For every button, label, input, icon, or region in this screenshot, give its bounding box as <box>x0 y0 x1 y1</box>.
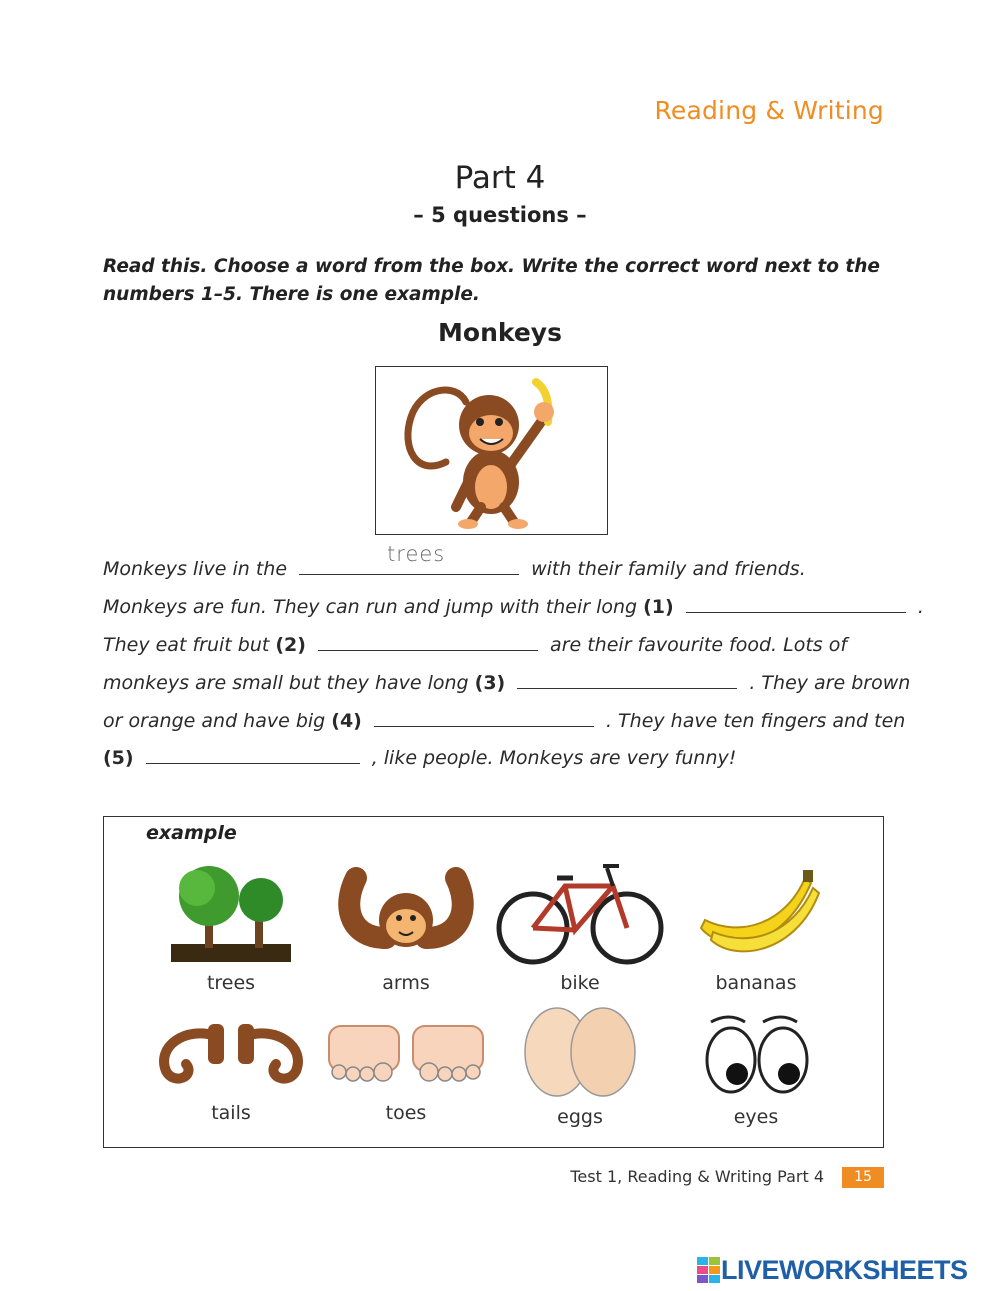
brand-logo <box>697 1255 968 1285</box>
footer-text: Test 1, Reading & Writing Part 4 <box>570 1167 824 1186</box>
question-number: (5) <box>103 747 134 769</box>
word-card-trees <box>146 858 316 994</box>
story-text: Monkeys are fun. They can run and jump with their long <box>103 596 638 618</box>
word-card-bike <box>495 858 665 994</box>
answer-blank-5[interactable] <box>146 745 360 764</box>
question-number: (3) <box>474 672 506 694</box>
answer-blank-1[interactable] <box>686 594 906 613</box>
section-header: Reading & Writing <box>654 96 884 125</box>
story-line-4 <box>103 708 906 738</box>
word-card-eggs <box>495 1000 665 1128</box>
trees-icon <box>169 858 293 966</box>
arms-icon <box>331 858 481 966</box>
eyes-icon <box>701 1010 811 1100</box>
question-number: (2) <box>275 634 306 656</box>
story-text: , like people. Monkeys are very funny! <box>371 747 737 769</box>
story-text: . They have ten fingers and ten <box>605 710 906 732</box>
word-card-toes <box>321 1016 491 1124</box>
part-subtitle: – 5 questions – <box>413 203 587 227</box>
word-label: eyes <box>733 1106 779 1128</box>
word-card-eyes <box>671 1010 841 1128</box>
story-text: . <box>917 596 924 618</box>
answer-blank-4[interactable] <box>374 708 594 727</box>
liveworksheets-logo-icon <box>697 1257 721 1283</box>
monkey-illustration <box>375 366 608 535</box>
story-line-example <box>103 542 903 586</box>
word-label: eggs <box>557 1106 603 1128</box>
story-text: or orange and have big <box>103 710 326 732</box>
brand-name: LIVEWORKSHEETS <box>721 1254 968 1285</box>
word-label: bananas <box>715 972 797 994</box>
story-text: . They are brown <box>749 672 911 694</box>
word-label: toes <box>385 1102 427 1124</box>
example-label: example <box>146 822 237 844</box>
story-line-1 <box>103 594 924 624</box>
story-text: monkeys are small but they have long <box>103 672 469 694</box>
bananas-icon <box>681 858 831 966</box>
example-answer: trees <box>387 542 446 566</box>
word-label: trees <box>206 972 256 994</box>
story-line-5 <box>103 745 903 775</box>
word-card-arms <box>321 858 491 994</box>
word-card-tails <box>146 1016 316 1124</box>
word-label: bike <box>560 972 600 994</box>
story-text: They eat fruit but <box>103 634 270 656</box>
story-text: Monkeys live in the <box>103 558 288 580</box>
instructions: Read this. Choose a word from the box. Write the correct word next to the numbers 1–5. There is one example. <box>103 256 880 305</box>
story-line-3 <box>103 670 911 700</box>
story-line-2 <box>103 632 903 662</box>
story-text: are their favourite food. Lots of <box>550 634 848 656</box>
word-label: arms <box>382 972 430 994</box>
tails-icon <box>146 1016 316 1096</box>
example-answer-blank <box>299 542 519 575</box>
bike-icon <box>495 858 665 966</box>
story-text: with their family and friends. <box>531 558 806 580</box>
toes-icon <box>321 1016 491 1096</box>
word-label: tails <box>211 1102 251 1124</box>
story-title: Monkeys <box>438 318 562 347</box>
question-number: (1) <box>643 596 674 618</box>
eggs-icon <box>515 1000 645 1100</box>
answer-blank-2[interactable] <box>318 632 538 651</box>
answer-blank-3[interactable] <box>517 670 737 689</box>
word-card-bananas <box>671 858 841 994</box>
page-number: 15 <box>842 1167 884 1188</box>
part-title: Part 4 <box>454 160 546 196</box>
question-number: (4) <box>331 710 362 732</box>
